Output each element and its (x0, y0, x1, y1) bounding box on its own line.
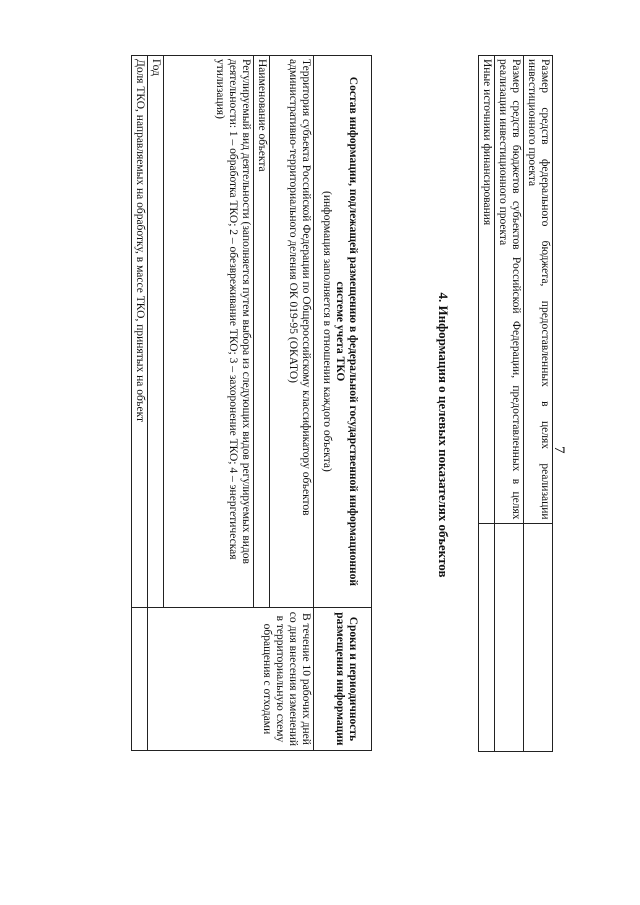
table-cell: Территория субъекта Российской Федерации по Общероссийскому классификатору объектов административно-территориального деления ОК 019-95 (ОКАТО) (270, 56, 314, 608)
table-cell (495, 523, 524, 751)
table-cell (524, 523, 553, 751)
table-cell: Наименование объекта (254, 56, 270, 608)
funding-sources-table (478, 55, 553, 752)
table-row (270, 56, 314, 751)
page-number: 7 (551, 446, 567, 454)
table-row (524, 56, 553, 752)
target-indicators-table (131, 55, 372, 751)
table-row (479, 56, 495, 752)
table-cell (479, 523, 495, 751)
header-cell-terms: Сроки и периодичность размещения информации (314, 607, 372, 750)
terms-cell: В течение 10 рабочих дней со дня внесения изменений в территориальную схему обращения с отходами (148, 607, 314, 750)
section-title: 4. Информация о целевых показателях объектов (436, 292, 451, 578)
table-cell (132, 607, 148, 750)
table-cell: Год (148, 56, 164, 608)
table-header-row (314, 56, 372, 751)
table-cell: Иные источники финансирования (479, 56, 495, 524)
table-row (132, 56, 148, 751)
header-note: (информация заполняется в отношении каждого объекта) (321, 191, 333, 472)
table-cell: Регулируемый вид деятельности (заполняется путем выбора из следующих видов регулируемых видов деятельности: 1 – обработка ТКО; 2 – обезвреживание ТКО; 3 – захоронение ТКО; 4 – энергетическая утилизация) (164, 56, 254, 608)
table-cell: Размер средств федерального бюджета, предоставленных в целях реализации инвестиционного проекта (524, 56, 553, 524)
table-cell: Размер средств бюджетов субъектов Российской Федерации, предоставленных в целях реализации инвестиционного проекта (495, 56, 524, 524)
table-row (495, 56, 524, 752)
table-cell: Доля ТКО, направляемых на обработку, в массе ТКО, принятых на объект (132, 56, 148, 608)
header-title: Состав информации, подлежащей размещению в федеральной государственной информационной системе учета ТКО (334, 76, 359, 587)
header-cell-composition (314, 56, 372, 608)
